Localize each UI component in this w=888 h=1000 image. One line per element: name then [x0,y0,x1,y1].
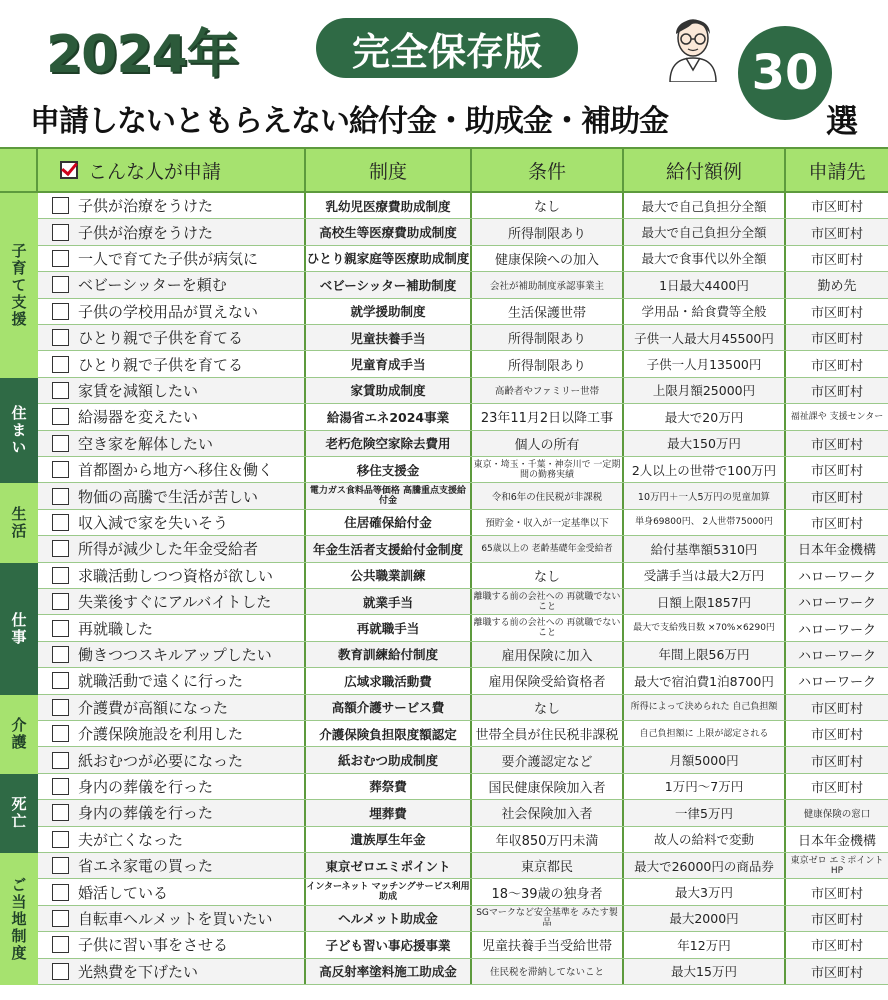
checkbox[interactable] [52,514,69,531]
cell-condition: 雇用保険受給資格者 [472,668,624,693]
cell-amount: 自己負担額に 上限が認定される [624,721,786,746]
cell-condition: SGマークなど安全基準を みたす製品 [472,906,624,931]
person-avatar-icon [656,8,730,82]
cell-system: 介護保険負担限度額認定 [306,721,472,746]
cell-where: 市区町村 [810,332,863,348]
cell-who-text: 省エネ家電の買った [78,857,214,876]
cell-where: 市区町村 [810,754,863,770]
cell-system: 給湯省エネ2024事業 [306,404,472,429]
cell-who-text: ベビーシッターを頼む [78,276,227,295]
cell-where: 市区町村 [810,358,863,374]
cell-system: 遺族厚生年金 [306,827,472,852]
cell-where: ハローワーク [797,569,876,585]
header-who-label: こんな人が申請 [88,160,222,183]
cell-who-text: 身内の葬儀を行った [78,804,214,823]
cell-who-text: 求職活動しつつ資格が欲しい [78,566,274,585]
checkbox[interactable] [52,567,69,584]
cell-who-text: 空き家を解体したい [78,434,214,453]
cell-system: 再就職手当 [306,615,472,640]
checkbox[interactable] [52,910,69,927]
cell-system: 高校生等医療費助成制度 [306,219,472,244]
cell-condition: 社会保険加入者 [472,800,624,825]
cell-system: 老朽危険空家除去費用 [306,431,472,456]
cell-condition: 18〜39歳の独身者 [472,879,624,904]
cell-where: 市区町村 [810,252,863,268]
category-label: 仕事 [0,563,38,695]
cell-who [38,642,306,667]
cell-condition: 65歳以上の 老齢基礎年金受給者 [472,536,624,561]
table-row [38,615,888,641]
cell-amount: 子供一人最大月45500円 [624,325,786,350]
cell-who [38,536,306,561]
cell-amount: 月額5000円 [624,747,786,772]
cell-who [38,457,306,482]
cell-who [38,510,306,535]
checkbox[interactable] [52,224,69,241]
cell-who [38,959,306,984]
year-title: 2024年 [46,25,238,85]
cell-where: 市区町村 [810,305,863,321]
cell-amount: 最大150万円 [624,431,786,456]
cell-who-text: 家賃を減額したい [78,381,199,400]
cell-who-text: 働きつつスキルアップしたい [78,645,272,664]
cell-system: 住居確保給付金 [306,510,472,535]
cell-condition: 雇用保険に加入 [472,642,624,667]
table-row [38,668,888,694]
cell-system: 児童扶養手当 [306,325,472,350]
cell-condition: 児童扶養手当受給世帯 [472,932,624,957]
cell-amount: 最大で自己負担分全額 [624,193,786,218]
checkbox[interactable] [52,276,69,293]
checkbox[interactable] [52,646,69,663]
cell-who [38,193,306,218]
cell-where: 市区町村 [810,200,863,216]
cell-amount: 故人の給料で変動 [624,827,786,852]
category-label: 介護 [0,695,38,774]
cell-system: ベビーシッター補助制度 [306,272,472,297]
cell-condition: なし [472,563,624,588]
checkbox[interactable] [52,303,69,320]
cell-who [38,325,306,350]
cell-who [38,563,306,588]
table-row [38,747,888,773]
cell-where: ハローワーク [797,648,876,664]
cell-where: 市区町村 [810,226,863,242]
cell-who-text: 紙おむつが必要になった [78,751,244,770]
cell-condition: 住民税を滞納してないこと [472,959,624,984]
cell-where: 市区町村 [810,701,863,717]
checkbox[interactable] [52,593,69,610]
checkbox[interactable] [52,936,69,953]
table-row [38,589,888,615]
table-row [38,853,888,879]
checkbox[interactable] [52,197,69,214]
table-row [38,246,888,272]
cell-who-text: 子供が治療をうけた [78,223,214,242]
cell-system: 子ども習い事応援事業 [306,932,472,957]
cell-amount: 給付基準額5310円 [624,536,786,561]
cell-where: 健康保険の窓口 [803,808,871,820]
cell-who [38,589,306,614]
checkbox[interactable] [52,831,69,848]
category-label: 死亡 [0,774,38,853]
table-row [38,959,888,985]
header-amount: 給付額例 [624,149,786,191]
table-row [38,827,888,853]
checkbox[interactable] [52,382,69,399]
cell-who [38,272,306,297]
category-label: ご当地制度 [0,853,38,985]
count-suffix: 選 [826,102,859,140]
cell-amount: 10万円＋一人5万円の児童加算 [624,483,786,508]
cell-condition: 東京都民 [472,853,624,878]
header-spacer [0,149,38,191]
cell-who-text: 子供に習い事をさせる [78,936,229,955]
header-where: 申請先 [808,160,866,183]
cell-system: 高反射率塗料施工助成金 [306,959,472,984]
cell-system: 年金生活者支援給付金制度 [306,536,472,561]
cell-condition: 高齢者やファミリー世帯 [472,378,624,403]
cell-system: 東京ゼロエミポイント [306,853,472,878]
table-row [38,457,888,483]
category-label: 子育て支援 [0,193,38,378]
cell-amount: 1万円〜7万円 [624,774,786,799]
table-row [38,906,888,932]
cell-system: 葬祭費 [306,774,472,799]
cell-system: 埋葬費 [306,800,472,825]
cell-condition: 個人の所有 [472,431,624,456]
cell-condition: 預貯金・収入が一定基準以下 [472,510,624,535]
table-row [38,193,888,219]
cell-who-text: 収入減で家を失いそう [78,513,229,532]
cell-who [38,827,306,852]
checkbox[interactable] [52,250,69,267]
cell-amount: 年12万円 [624,932,786,957]
cell-who-text: 介護保険施設を利用した [78,725,244,744]
cell-condition: 離職する前の会社への 再就職でないこと [472,615,624,640]
cell-where: 東京ゼロ エミポイントHP [790,855,884,876]
cell-who [38,431,306,456]
cell-condition: 東京・埼玉・千葉・神奈川で 一定期間の勤務実績 [472,457,624,482]
cell-condition: 国民健康保険加入者 [472,774,624,799]
cell-amount: 年間上限56万円 [624,642,786,667]
checkbox[interactable] [52,672,69,689]
cell-who [38,378,306,403]
cell-system: 就学援助制度 [306,299,472,324]
cell-who-text: 身内の葬儀を行った [78,777,214,796]
cell-who [38,615,306,640]
cell-condition: 離職する前の会社への 再就職でないこと [472,589,624,614]
checkbox[interactable] [52,857,69,874]
cell-system: 公共職業訓練 [306,563,472,588]
cell-who [38,800,306,825]
cell-where: 日本年金機構 [797,543,876,559]
checkbox[interactable] [52,356,69,373]
cell-system: 紙おむつ助成制度 [306,747,472,772]
table-row [38,510,888,536]
cell-where: 市区町村 [810,464,863,480]
page-header [0,0,888,148]
cell-condition: 要介護認定など [472,747,624,772]
cell-who-text: 子供の学校用品が買えない [78,302,259,321]
cell-who-text: ひとり親で子供を育てる [78,355,244,374]
edition-badge: 完全保存版 [316,18,578,78]
cell-where: 市区町村 [810,886,863,902]
cell-amount: 所得によって決められた 自己負担額 [624,695,786,720]
checkbox[interactable] [52,804,69,821]
cell-who-text: 夫が亡くなった [78,830,184,849]
cell-who-text: 婚活している [78,883,169,902]
cell-amount: 上限月額25000円 [624,378,786,403]
cell-amount: 受講手当は最大2万円 [624,563,786,588]
cell-where: 市区町村 [810,384,863,400]
benefits-table [0,147,888,1000]
count-badge: 30 [738,26,832,120]
cell-where: ハローワーク [797,675,876,691]
cell-who [38,695,306,720]
cell-who-text: 再就職した [78,619,154,638]
cell-system: ヘルメット助成金 [306,906,472,931]
checkbox[interactable] [52,435,69,452]
table-row [38,721,888,747]
header-system: 制度 [306,149,472,191]
cell-who [38,932,306,957]
cell-who-text: 介護費が高額になった [78,698,229,717]
cell-where: 市区町村 [810,780,863,796]
table-row [38,800,888,826]
cell-who [38,721,306,746]
cell-who-text: 自転車ヘルメットを買いたい [78,909,273,928]
cell-who-text: 子供が治療をうけた [78,197,214,216]
cell-amount: 学用品・給食費等全般 [624,299,786,324]
checkbox[interactable] [52,699,69,716]
cell-who [38,404,306,429]
cell-condition: 所得制限あり [472,351,624,376]
cell-system: 高額介護サービス費 [306,695,472,720]
cell-where: 福祉課や 支援センター [790,411,884,422]
cell-amount: 最大3万円 [624,879,786,904]
cell-where: 市区町村 [810,965,863,981]
cell-amount: 最大15万円 [624,959,786,984]
cell-where: 勤め先 [817,279,857,295]
checkbox[interactable] [52,778,69,795]
cell-condition: 生活保護世帯 [472,299,624,324]
cell-who [38,351,306,376]
cell-where: ハローワーク [797,622,876,638]
checkbox[interactable] [52,963,69,980]
cell-system: 移住支援金 [306,457,472,482]
cell-amount: 最大で自己負担分全額 [624,219,786,244]
table-row [38,774,888,800]
cell-where: 市区町村 [810,728,863,744]
cell-where: 市区町村 [810,490,863,506]
cell-condition: 年収850万円未満 [472,827,624,852]
cell-where: 日本年金機構 [797,833,876,849]
cell-system: 広域求職活動費 [306,668,472,693]
cell-system: ひとり親家庭等医療助成制度 [306,246,472,271]
cell-where: 市区町村 [810,912,863,928]
cell-who [38,879,306,904]
table-row [38,642,888,668]
cell-who [38,299,306,324]
cell-who-text: 首都圏から地方へ移住＆働く [78,461,274,480]
header-who [38,149,306,191]
table-row [38,299,888,325]
cell-amount: 最大で20万円 [624,404,786,429]
cell-condition: 世帯全員が住民税非課税 [472,721,624,746]
cell-who [38,906,306,931]
cell-who [38,853,306,878]
cell-system: 児童育成手当 [306,351,472,376]
cell-who-text: 一人で育てた子供が病気に [78,249,259,268]
page-subtitle: 申請しないともらえない給付金・助成金・補助金 [30,104,668,139]
table-row [38,536,888,562]
cell-amount: 2人以上の世帯で100万円 [624,457,786,482]
table-row [38,695,888,721]
header-condition: 条件 [472,149,624,191]
table-row [38,219,888,245]
cell-condition: なし [472,193,624,218]
table-header [0,147,888,193]
cell-who [38,219,306,244]
cell-amount: 子供一人月13500円 [624,351,786,376]
checkbox[interactable] [52,540,69,557]
cell-amount: 最大で26000円の商品券 [624,853,786,878]
checked-box-icon [60,161,78,179]
table-row [38,325,888,351]
cell-who [38,668,306,693]
cell-who-text: 失業後すぐにアルバイトした [78,593,272,612]
cell-condition: 所得制限あり [472,325,624,350]
checkbox[interactable] [52,329,69,346]
table-row [38,431,888,457]
cell-amount: 単身69800円、 2人世帯75000円 [624,510,786,535]
cell-amount: 最大で支給残日数 ×70%×6290円 [624,615,786,640]
cell-amount: 日額上限1857円 [624,589,786,614]
checkbox[interactable] [52,461,69,478]
cell-who [38,774,306,799]
checkbox[interactable] [52,620,69,637]
cell-who [38,246,306,271]
cell-amount: 最大2000円 [624,906,786,931]
cell-who-text: ひとり親で子供を育てる [78,329,244,348]
cell-condition: 健康保険への加入 [472,246,624,271]
cell-condition: 会社が補助制度承認事業主 [472,272,624,297]
cell-where: 市区町村 [810,437,863,453]
checkbox[interactable] [52,725,69,742]
cell-where: ハローワーク [797,596,876,612]
cell-system: 乳幼児医療費助成制度 [306,193,472,218]
cell-who-text: 物価の高騰で生活が苦しい [78,487,259,506]
cell-system: 電力ガス食料品等価格 高騰重点支援給付金 [306,483,472,508]
cell-who [38,747,306,772]
checkbox[interactable] [52,752,69,769]
table-row [38,351,888,377]
cell-who-text: 所得が減少した年金受給者 [78,540,259,559]
cell-where: 市区町村 [810,939,863,955]
table-row [38,563,888,589]
cell-condition: 23年11月2日以降工事 [472,404,624,429]
cell-amount: 最大で食事代以外全額 [624,246,786,271]
checkbox[interactable] [52,884,69,901]
table-row [38,483,888,509]
cell-system: 家賃助成制度 [306,378,472,403]
table-row [38,272,888,298]
checkbox[interactable] [52,488,69,505]
table-row [38,932,888,958]
cell-amount: 1日最大4400円 [624,272,786,297]
cell-condition: 令和6年の住民税が非課税 [472,483,624,508]
cell-who [38,483,306,508]
table-row [38,378,888,404]
category-label: 住まい [0,378,38,484]
cell-who-text: 給湯器を変えたい [78,408,199,427]
cell-amount: 最大で宿泊費1泊8700円 [624,668,786,693]
cell-amount: 一律5万円 [624,800,786,825]
cell-system: インターネット マッチングサービス利用助成 [306,879,472,904]
cell-condition: なし [472,695,624,720]
cell-system: 就業手当 [306,589,472,614]
cell-who-text: 就職活動で遠くに行った [78,672,244,691]
checkbox[interactable] [52,408,69,425]
table-row [38,404,888,430]
category-label: 生活 [0,483,38,562]
table-row [38,879,888,905]
cell-where: 市区町村 [810,516,863,532]
cell-who-text: 光熱費を下げたい [78,962,199,981]
cell-condition: 所得制限あり [472,219,624,244]
cell-system: 教育訓練給付制度 [306,642,472,667]
